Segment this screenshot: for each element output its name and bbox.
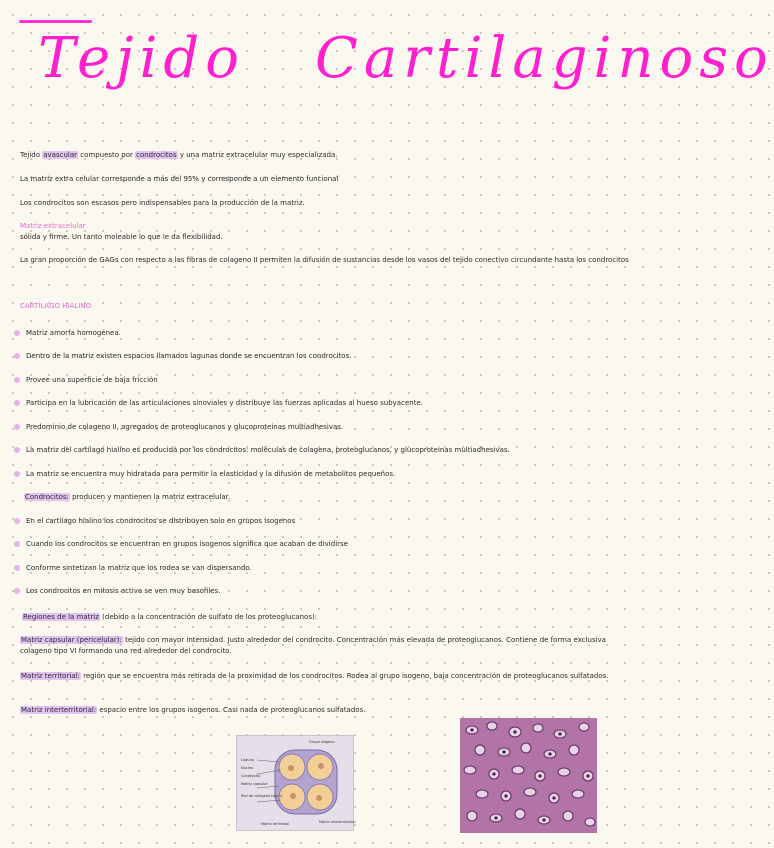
isogenous-group-diagram [236,735,354,831]
hialino-bullet: Los condrocitos en mitosis activa se ven muy basofiles. [26,587,221,595]
bullet-dot [14,518,20,524]
highlight-regiones: Regiones de la matriz [23,613,99,621]
title-underline-stroke [19,20,92,23]
hialino-bullet: Predominio de colageno II, agregados de proteoglucanos y glucoproteinas multiadhesivas. [26,423,344,431]
interterritorial-text: espacio entre los grupos isogenos. Casi nada de proteoglucanos sulfatados. [97,706,366,714]
diagram-label: Laguna [241,758,254,762]
diagram-label: Red de colágeno tipo VI [241,794,283,798]
highlight-avascular: avascular [43,151,78,159]
matriz-territorial-paragraph [20,671,635,682]
hialino-bullet: Matriz amorfa homogénea. [26,329,121,337]
matrix-heading: Matriz extracelular [20,222,86,230]
capsular-text: tejido con mayor intensidad. Justo alrededor del condrocito. Concentración más elevada de proteoglucanos. Contiene de forma exclusiva colageno tipo VI formando una red alrededor del condrocito. [20,636,606,655]
regiones-text: (debido a la concentración de sulfato de los proteoglucanos): [99,613,318,621]
title-word-1: Tejido [38,26,245,91]
bullet-dot [14,424,20,430]
hialino-bullet: En el cartilago hialino los condrocitos se distribuyen solo en grupos isogenos [26,517,296,525]
intro-line-1 [20,150,338,161]
hialino-bullet: Dentro de la matriz existen espacios llamados lagunas donde se encuentran los condrocitos. [26,352,352,360]
bullet-dot [14,330,20,336]
diagram-label: Núcleo [241,766,254,770]
bullet-dot [14,377,20,383]
hialino-bullet: Cuando los condrocitos se encuentran en grupos isogenos significa que acaban de dividirse [26,540,348,548]
bullet-dot [14,353,20,359]
bullet-dot [14,471,20,477]
matrix-line-1: sólida y firme. Un tanto moleable lo que le da flexibilidad. [20,233,223,241]
diagram-label: Matriz capsular [241,782,268,786]
condrocitos-line [24,492,230,503]
hialino-bullet: Conforme sintetizan la matriz que los rodea se van dispersando. [26,564,252,572]
matrix-line-2: La gran proporción de GAGs con respecto a las fibras de colageno II permiten la difusión de sustancias desde los vasos del tejido conectivo circundante hasta los condrocitos [20,256,629,264]
bullet-dot [14,565,20,571]
intro-line-2: La matriz extra celular corresponde a más del 95% y corresponde a un elemento funcional [20,175,339,183]
intro-text: Tejido [20,151,43,159]
hialino-heading: CARTÍLAGO HIALINO [20,302,92,310]
bullet-dot [14,400,20,406]
diagram-label: Matriz interterritorial [319,820,356,824]
hialino-bullet: Participa en la lubricación de las articulaciones sinoviales y distribuye las fuerzas aplicadas al hueso subyacente. [26,399,423,407]
intro-line-3: Los condrocitos son escasos pero indispensables para la producción de la matriz. [20,199,305,207]
diagram-label: Condrocito [241,774,260,778]
regiones-heading [22,612,317,623]
highlight-matriz-territorial: Matriz territorial: [21,672,80,680]
diagram-label: Grupo isógeno [309,740,335,744]
highlight-matriz-capsular: Matriz capsular (pericelular): [21,636,122,644]
page-title [38,26,774,91]
micrograph-svg [460,718,597,833]
matriz-capsular-paragraph [20,635,635,657]
intro-text: y una matriz extracelular muy especializada. [177,151,338,159]
territorial-text: región que se encuentra más retirada de la proximidad de los condrocitos. Rodea al grupo isogeno, baja concentración de proteoglucanos sulfatados. [80,672,609,680]
bullet-dot [14,541,20,547]
hialino-bullet: Provee una superficie de baja fricción [26,376,158,384]
bullet-dot [14,447,20,453]
bullet-dot [14,588,20,594]
hialino-bullet: La matriz se encuentra muy hidratada para permitir la elasticidad y la difusión de metabolitos pequeños. [26,470,396,478]
diagram-label: Matriz territorial [261,822,290,826]
highlight-condrocitos: condrocitos [136,151,177,159]
highlight-matriz-interterritorial: Matriz interterritorial: [21,706,97,714]
title-word-2: Cartilaginoso [314,26,774,91]
hialino-bullet: La matriz del cartílago hialino es producida por los condrocitos: moléculas de colagena, proteoglucanos, y glucoproteinas multiadhesivas. [26,446,510,454]
intro-text: compuesto por [78,151,136,159]
matriz-interterritorial-line [20,705,365,716]
condrocitos-text: producen y mantienen la matriz extracelular. [69,493,231,501]
highlight-condrocitos-label: Condrocitos: [25,493,69,501]
hyaline-cartilage-micrograph [460,718,597,833]
